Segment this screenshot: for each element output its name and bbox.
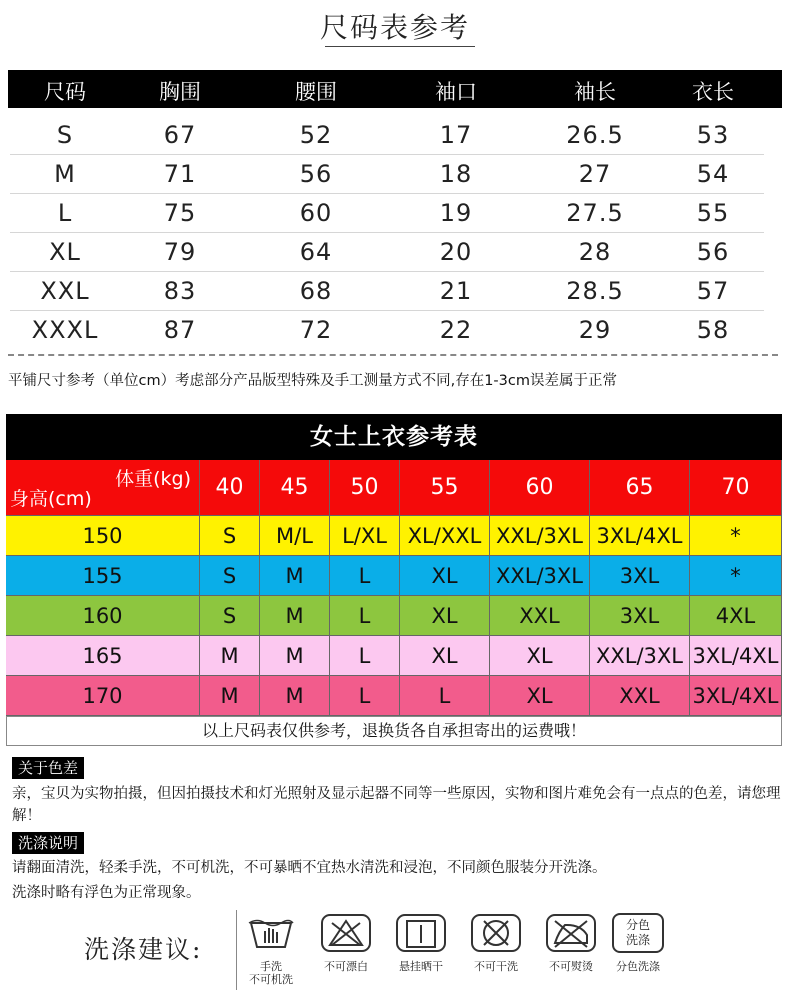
table-cell: 56: [299, 160, 333, 188]
table-cell: 22: [439, 316, 473, 344]
wash-notes-line1: 请翻面清洗，轻柔手洗，不可机洗，不可暴晒不宜热水清洗和浸泡，不同颜色服装分开洗涤。: [12, 860, 607, 876]
table-cell: 83: [163, 277, 197, 305]
table-cell: 67: [163, 121, 197, 149]
table-cell: 53: [696, 121, 730, 149]
row-divider: [10, 232, 764, 233]
height-row-150: [6, 516, 782, 556]
size-cell: XXL: [590, 676, 690, 716]
size-cell: *: [690, 516, 782, 556]
size-table-header: [8, 70, 782, 108]
size-cell: L: [330, 556, 400, 596]
header-size: 尺码: [44, 80, 86, 104]
table-cell: 29: [578, 316, 612, 344]
table-cell: 27: [578, 160, 612, 188]
size-cell: S: [200, 596, 260, 636]
size-cell: 3XL/4XL: [690, 636, 782, 676]
table-cell: 17: [439, 121, 473, 149]
height-cell: 150: [6, 516, 200, 556]
table-cell: 26.5: [566, 121, 624, 149]
header-body-length: 衣长: [692, 80, 734, 104]
table-cell: 87: [163, 316, 197, 344]
wash-notes-label: 洗涤说明: [12, 832, 84, 854]
size-cell: XXL: [490, 596, 590, 636]
table-cell: 75: [163, 199, 197, 227]
title-underline: [325, 46, 475, 47]
table-cell: 55: [696, 199, 730, 227]
measure-note: 平铺尺寸参考（单位cm）考虑部分产品版型特殊及手工测量方式不同,存在1-3cm误差属于正常: [8, 373, 617, 389]
women-table-footer-note: 以上尺码表仅供参考，退换货各自承担寄出的运费哦！: [6, 716, 782, 746]
row-divider: [10, 193, 764, 194]
no-bleach-icon: [320, 913, 372, 953]
size-cell: XL: [400, 556, 490, 596]
table-cell: 28: [578, 238, 612, 266]
weight-header-row: [6, 460, 782, 516]
size-cell: M: [260, 636, 330, 676]
height-row-155: [6, 556, 782, 596]
table-cell: 79: [163, 238, 197, 266]
size-cell: M: [200, 676, 260, 716]
size-cell: L: [400, 676, 490, 716]
weight-cell: 55: [400, 460, 490, 516]
hang-dry-label: 悬挂晒干: [399, 960, 443, 973]
no-iron-label: 不可熨烫: [549, 960, 593, 973]
header-chest: 胸围: [159, 80, 201, 104]
no-iron-icon: [545, 913, 597, 953]
height-row-165: [6, 636, 782, 676]
height-row-170: [6, 676, 782, 716]
weight-axis-label: 体重(kg): [115, 468, 191, 490]
weight-cell: 65: [590, 460, 690, 516]
table-row: [8, 273, 782, 312]
size-cell: XXL/3XL: [490, 516, 590, 556]
table-cell: 72: [299, 316, 333, 344]
corner-cell: [6, 460, 200, 516]
size-cell: M: [260, 676, 330, 716]
height-row-160: [6, 596, 782, 636]
table-cell: 18: [439, 160, 473, 188]
table-row: [8, 117, 782, 156]
table-cell: 71: [163, 160, 197, 188]
separate-wash-badge: 分色 洗涤: [612, 913, 664, 953]
table-row: [8, 234, 782, 273]
wash-notes-line2: 洗涤时略有浮色为正常现象。: [12, 885, 201, 901]
header-sleeve-length: 袖长: [574, 80, 616, 104]
weight-cell: 70: [690, 460, 782, 516]
height-cell: 155: [6, 556, 200, 596]
size-cell: XXL/3XL: [490, 556, 590, 596]
table-cell: 52: [299, 121, 333, 149]
table-cell: XL: [49, 238, 81, 266]
size-cell: L: [330, 636, 400, 676]
table-row: [8, 195, 782, 234]
height-cell: 165: [6, 636, 200, 676]
size-cell: M: [260, 596, 330, 636]
weight-cell: 50: [330, 460, 400, 516]
table-cell: 68: [299, 277, 333, 305]
table-cell: 28.5: [566, 277, 624, 305]
size-cell: XL/XXL: [400, 516, 490, 556]
table-cell: 20: [439, 238, 473, 266]
size-cell: L: [330, 596, 400, 636]
hang-dry-icon: [395, 913, 447, 953]
table-cell: XXL: [40, 277, 90, 305]
size-cell: 4XL: [690, 596, 782, 636]
color-diff-text: 亲，宝贝为实物拍摄，但因拍摄技术和灯光照射及显示起器不同等一些原因，实物和图片难免会有一点点的色差，请您理解！: [12, 786, 781, 824]
size-cell: XL: [490, 636, 590, 676]
dashed-divider: [8, 354, 778, 356]
hand-wash-icon: [245, 913, 297, 953]
size-cell: M: [200, 636, 260, 676]
weight-cell: 45: [260, 460, 330, 516]
table-cell: 58: [696, 316, 730, 344]
size-cell: S: [200, 516, 260, 556]
table-cell: XXXL: [31, 316, 99, 344]
table-cell: 19: [439, 199, 473, 227]
color-diff-label: 关于色差: [12, 757, 84, 779]
table-cell: 27.5: [566, 199, 624, 227]
size-cell: S: [200, 556, 260, 596]
table-cell: S: [56, 121, 74, 149]
size-cell: *: [690, 556, 782, 596]
no-dry-clean-label: 不可干洗: [474, 960, 518, 973]
size-cell: L: [330, 676, 400, 716]
table-row: [8, 312, 782, 351]
size-cell: 3XL: [590, 596, 690, 636]
size-cell: XL: [400, 636, 490, 676]
table-cell: 60: [299, 199, 333, 227]
size-cell: XL: [490, 676, 590, 716]
women-table-title: 女士上衣参考表: [6, 414, 782, 460]
size-cell: XL: [400, 596, 490, 636]
size-cell: L/XL: [330, 516, 400, 556]
wash-advice-title: 洗涤建议:: [84, 935, 203, 964]
table-cell: 57: [696, 277, 730, 305]
no-bleach-label: 不可漂白: [324, 960, 368, 973]
separate-wash-label: 分色洗涤: [616, 960, 660, 973]
row-divider: [10, 154, 764, 155]
table-cell: 56: [696, 238, 730, 266]
header-waist: 腰围: [295, 80, 337, 104]
height-axis-label: 身高(cm): [10, 488, 92, 510]
size-cell: M: [260, 556, 330, 596]
table-cell: 64: [299, 238, 333, 266]
size-cell: 3XL: [590, 556, 690, 596]
height-cell: 160: [6, 596, 200, 636]
weight-cell: 60: [490, 460, 590, 516]
table-cell: 54: [696, 160, 730, 188]
hand-wash-label: 手洗 不可机洗: [249, 960, 293, 986]
size-cell: 3XL/4XL: [590, 516, 690, 556]
weight-cell: 40: [200, 460, 260, 516]
table-row: [8, 156, 782, 195]
height-cell: 170: [6, 676, 200, 716]
header-cuff: 袖口: [435, 80, 477, 104]
size-cell: 3XL/4XL: [690, 676, 782, 716]
size-cell: M/L: [260, 516, 330, 556]
page-title: 尺码表参考: [319, 11, 470, 44]
no-dry-clean-icon: [470, 913, 522, 953]
table-cell: 21: [439, 277, 473, 305]
size-cell: XXL/3XL: [590, 636, 690, 676]
table-cell: L: [57, 199, 73, 227]
separate-wash-icon: [612, 913, 664, 953]
table-cell: M: [54, 160, 76, 188]
row-divider: [10, 310, 764, 311]
row-divider: [10, 271, 764, 272]
